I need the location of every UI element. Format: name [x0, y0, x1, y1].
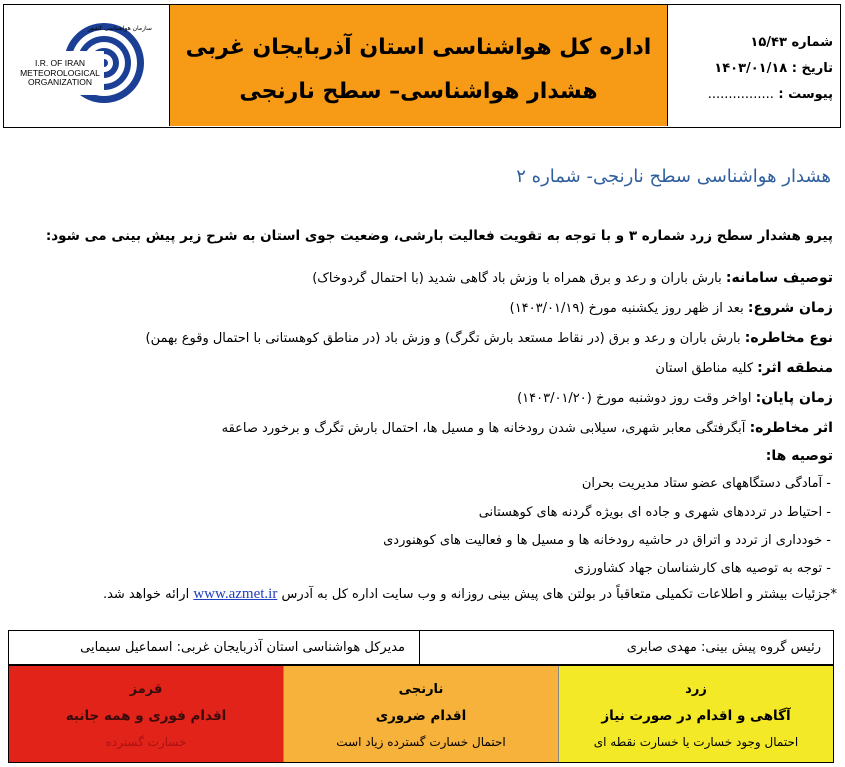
document-date: تاریخ : ۱۴۰۳/۰۱/۱۸ — [714, 61, 833, 76]
detail-label: اثر مخاطره — [755, 420, 833, 436]
level-red — [9, 666, 283, 762]
intro-paragraph: پیرو هشدار سطح زرد شماره ۳ و با توجه به تقویت فعالیت بارشی، وضعیت جوی استان به شرح زیر پیش بینی می شود: — [45, 228, 833, 244]
level-name: زرد — [685, 682, 707, 697]
signature-table — [8, 630, 834, 665]
letterhead — [3, 4, 841, 128]
detail-label: منطقه اثر — [762, 360, 833, 376]
recommendation-item: - آمادگی دستگاههای عضو ستاد مدیریت بحران — [581, 476, 831, 491]
detail-end-time: زمان پایان: اواخر وقت روز دوشنبه مورخ (۱۴۰۳/۰۱/۲۰) — [517, 390, 833, 406]
detail-label: زمان شروع — [753, 300, 833, 316]
detail-value: بارش باران و رعد و برق همراه با وزش باد گاهی شدید (با احتمال گردوخاک) — [312, 271, 722, 286]
logo-line-3: ORGANIZATION — [27, 77, 93, 87]
detail-hazard-type: نوع مخاطره: بارش باران و رعد و برق (در نقاط مستعد بارش تگرگ) و وزش باد (در مناطق کوهستانی با احتمال وقوع بهمن) — [145, 330, 833, 346]
logo-line-1: I.R. OF IRAN — [34, 58, 86, 68]
detail-affected-area: منطقه اثر: کلیه مناطق استان — [655, 360, 833, 376]
level-action: اقدام ضروری — [375, 708, 467, 724]
logo-caption — [12, 59, 108, 88]
footnote — [103, 586, 837, 603]
level-damage: احتمال وجود خسارت یا خسارت نقطه ای — [593, 735, 799, 749]
detail-system-description: توصیف سامانه: بارش باران و رعد و برق همراه با وزش باد گاهی شدید (با احتمال گردوخاک) — [312, 270, 833, 286]
level-name: نارنجی — [398, 682, 444, 697]
footnote-prefix: *جزئیات بیشتر و اطلاعات تکمیلی متعاقباً در بولتن های پیش بینی روزانه و وب سایت اداره کل به آدرس — [281, 587, 837, 602]
detail-value: اواخر وقت روز دوشنبه مورخ (۱۴۰۳/۰۱/۲۰) — [517, 391, 752, 406]
footnote-suffix: ارائه خواهد شد. — [102, 587, 190, 602]
level-damage: خسارت گسترده — [105, 735, 187, 749]
office-title: اداره کل هواشناسی استان آذربایجان غربی — [185, 35, 652, 60]
title-cell — [170, 5, 668, 126]
attachment-value: ................ — [707, 87, 774, 102]
level-orange — [283, 666, 558, 762]
director-signature: مدیرکل هواشناسی استان آذربایجان غربی: اسماعیل سیمایی — [80, 640, 405, 655]
recommendation-item: - احتیاط در ترددهای شهری و جاده ای بویژه گردنه های کوهستانی — [478, 505, 831, 520]
attachment-row — [708, 87, 833, 102]
level-action: اقدام فوری و همه جانبه — [65, 708, 227, 724]
logo-cell — [4, 5, 170, 126]
detail-value: آبگرفتگی معابر شهری، سیلابی شدن رودخانه ها و مسیل ها، احتمال بارش تگرگ و برخورد صاعقه — [221, 421, 746, 436]
detail-label: زمان پایان — [761, 390, 833, 406]
recommendations-label: توصیه ها: — [765, 448, 833, 464]
logo-persian-caption: سازمان هواشناسی کشور — [88, 25, 152, 32]
recommendation-item: - توجه به توصیه های کارشناسان جهاد کشاورزی — [574, 561, 831, 576]
detail-start-time: زمان شروع: بعد از ظهر روز یکشنبه مورخ (۱۴۰۳/۰۱/۱۹) — [509, 300, 833, 316]
logo-line-2: METEOROLOGICAL — [20, 67, 100, 78]
recommendations-heading — [766, 448, 833, 464]
level-action: آگاهی و اقدام در صورت نیاز — [601, 708, 791, 724]
warning-title: هشدار هواشناسی– سطح نارنجی — [239, 79, 598, 104]
forecast-head-signature: رئیس گروه پیش بینی: مهدی صابری — [419, 631, 833, 664]
website-link[interactable]: www.azmet.ir — [193, 586, 278, 602]
warning-subtitle: هشدار هواشناسی سطح نارنجی- شماره ۲ — [516, 166, 831, 187]
detail-value: بارش باران و رعد و برق (در نقاط مستعد بارش تگرگ) و وزش باد (در مناطق کوهستانی با احتمال وقوع بهمن) — [145, 331, 741, 346]
recommendation-item: - خودداری از تردد و اتراق در حاشیه رودخانه ها و مسیل ها و فعالیت های کوهنوردی — [383, 533, 831, 548]
detail-value: کلیه مناطق استان — [655, 361, 754, 376]
level-name: قرمز — [129, 682, 163, 697]
document-meta — [668, 5, 839, 126]
level-yellow — [558, 666, 833, 762]
document-number: شماره ۱۵/۴۳ — [750, 35, 833, 50]
detail-label: توصیف سامانه — [731, 270, 833, 286]
warning-levels-legend — [8, 665, 834, 763]
attachment-label: پیوست : — [778, 87, 833, 102]
detail-hazard-impact: اثر مخاطره: آبگرفتگی معابر شهری، سیلابی شدن رودخانه ها و مسیل ها، احتمال بارش تگرگ و برخورد صاعقه — [221, 420, 833, 436]
detail-value: بعد از ظهر روز یکشنبه مورخ (۱۴۰۳/۰۱/۱۹) — [509, 301, 744, 316]
detail-label: نوع مخاطره — [750, 330, 833, 346]
level-damage: احتمال خسارت گسترده زیاد است — [336, 735, 506, 749]
